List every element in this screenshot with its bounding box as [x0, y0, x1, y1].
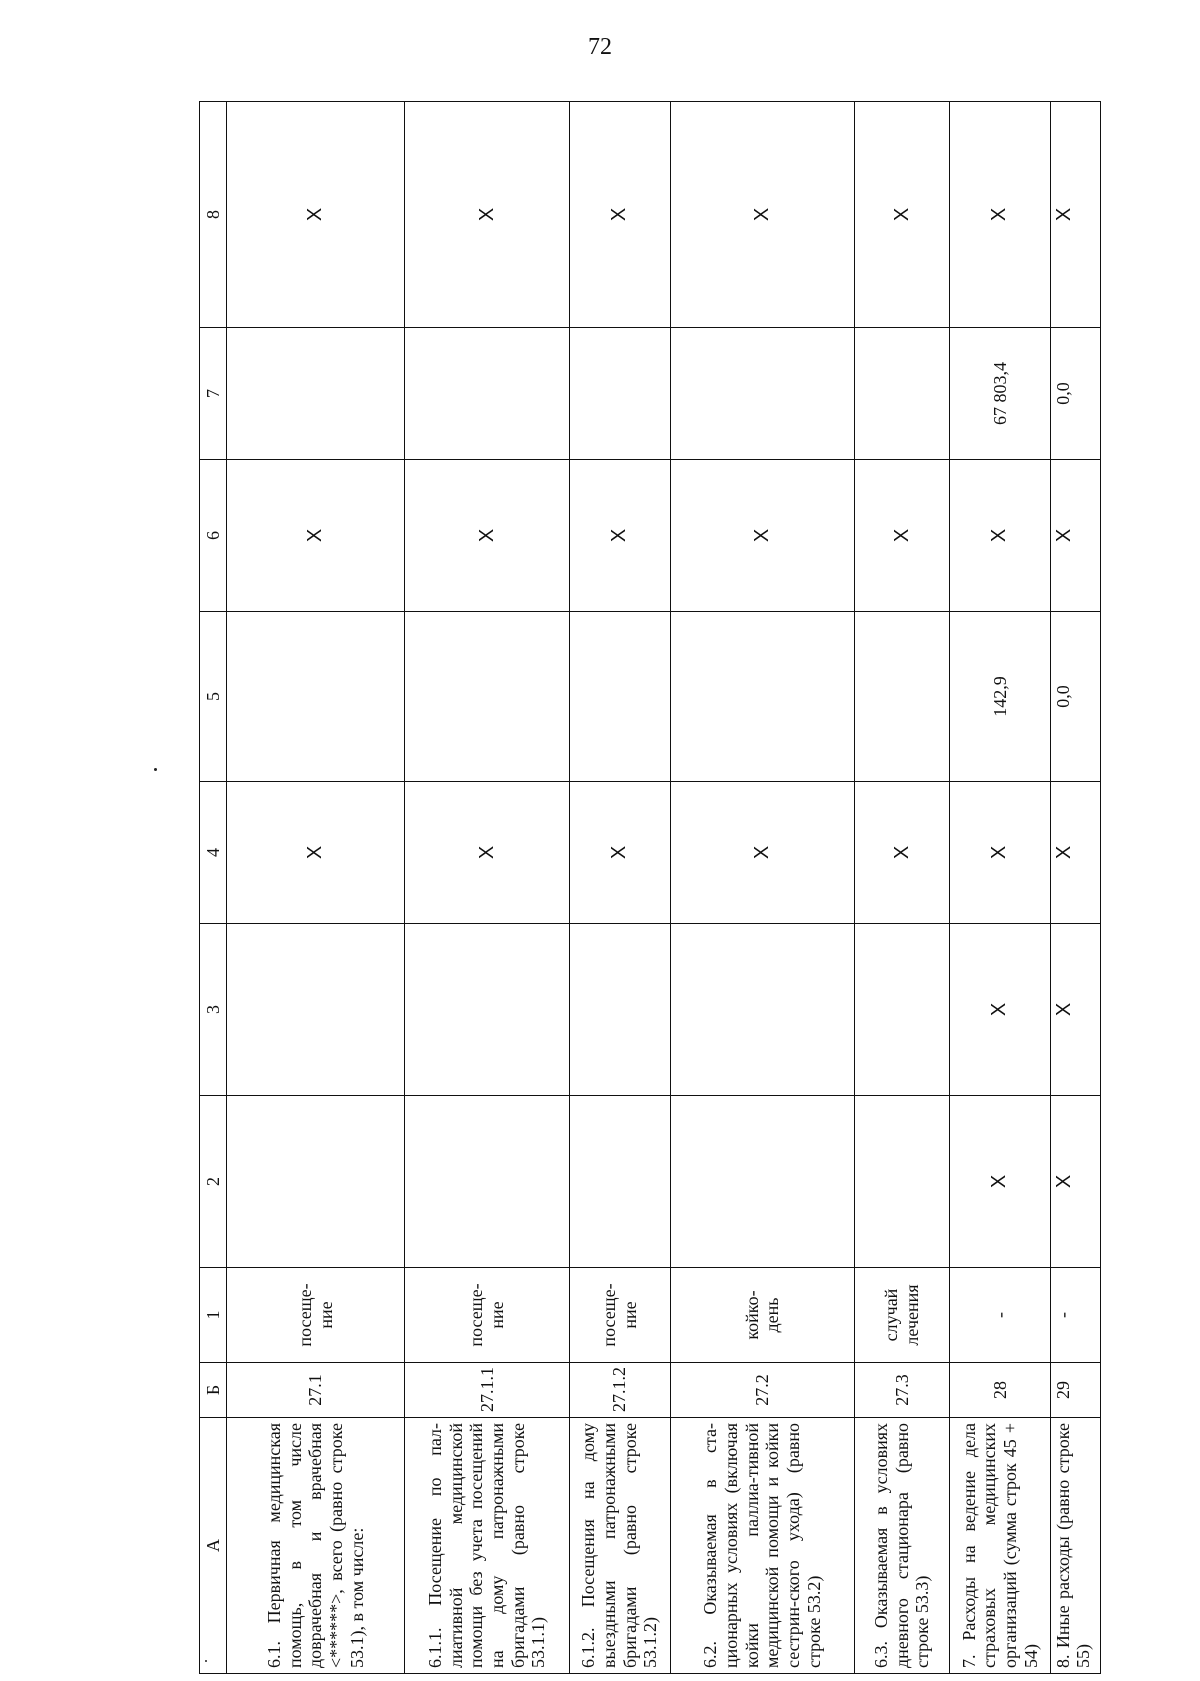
value-cell-3: X: [950, 924, 1050, 1096]
header-col-6: 6: [200, 460, 227, 612]
value-cell-8: X: [950, 102, 1050, 328]
header-col-2: 2: [200, 1096, 227, 1268]
value-cell-3: [670, 924, 854, 1096]
unit-cell: посеще-ние: [227, 1268, 405, 1363]
value-cell-4: X: [227, 782, 405, 924]
value-cell-6: X: [227, 460, 405, 612]
page-number: 72: [588, 34, 612, 60]
table-row: [670, 102, 854, 1674]
value-cell-5: 0,0: [1050, 612, 1101, 782]
value-cell-4: X: [569, 782, 670, 924]
table-row: [1050, 102, 1101, 1674]
table-row: [569, 102, 670, 1674]
row-label: 6.1.2. Посещения на дому выездными патронажными бригадами (равно строке 53.1.2): [569, 1418, 670, 1674]
value-cell-3: X: [1050, 924, 1101, 1096]
value-cell-7: 67 803,4: [950, 328, 1050, 460]
value-cell-6: X: [405, 460, 569, 612]
header-row: [200, 102, 227, 1674]
value-cell-6: X: [854, 460, 950, 612]
value-cell-5: [854, 612, 950, 782]
row-label: 6.1.1. Посещение по пал-лиативной медицинской помощи без учета посещений на дому патронажными бригадами (равно строке 53.1.1): [405, 1418, 569, 1674]
row-label: 6.1. Первичная медицинская помощь, в том числе доврачебная и врачебная <******>, всего (равно строке 53.1), в том числе:: [227, 1418, 405, 1674]
value-cell-8: X: [854, 102, 950, 328]
header-col-a: А: [200, 1418, 227, 1674]
unit-cell: койко-день: [670, 1268, 854, 1363]
value-cell-3: [405, 924, 569, 1096]
value-cell-8: X: [670, 102, 854, 328]
value-cell-7: [227, 328, 405, 460]
row-code: 28: [950, 1363, 1050, 1418]
value-cell-2: [569, 1096, 670, 1268]
value-cell-2: [670, 1096, 854, 1268]
header-col-b: Б: [200, 1363, 227, 1418]
value-cell-2: [854, 1096, 950, 1268]
value-cell-5: [569, 612, 670, 782]
value-cell-6: X: [569, 460, 670, 612]
value-cell-4: X: [854, 782, 950, 924]
value-cell-7: [569, 328, 670, 460]
row-code: 27.1: [227, 1363, 405, 1418]
header-col-5: 5: [200, 612, 227, 782]
value-cell-7: [854, 328, 950, 460]
value-cell-7: [405, 328, 569, 460]
value-cell-2: [227, 1096, 405, 1268]
value-cell-2: X: [950, 1096, 1050, 1268]
row-code: 27.1.2: [569, 1363, 670, 1418]
header-col-1: 1: [200, 1268, 227, 1363]
value-cell-8: X: [569, 102, 670, 328]
row-code: 27.2: [670, 1363, 854, 1418]
value-cell-7: [670, 328, 854, 460]
value-cell-5: 142,9: [950, 612, 1050, 782]
unit-cell: случай лечения: [854, 1268, 950, 1363]
value-cell-8: X: [1050, 102, 1101, 328]
header-col-4: 4: [200, 782, 227, 924]
header-col-7: 7: [200, 328, 227, 460]
unit-cell: -: [950, 1268, 1050, 1363]
value-cell-4: X: [1050, 782, 1101, 924]
value-cell-5: [227, 612, 405, 782]
value-cell-3: [227, 924, 405, 1096]
value-cell-4: X: [670, 782, 854, 924]
row-code: 29: [1050, 1363, 1101, 1418]
header-col-8: 8: [200, 102, 227, 328]
table-row: [227, 102, 405, 1674]
row-label: 8. Иные расходы (равно строке 55): [1050, 1418, 1101, 1674]
table-row: [405, 102, 569, 1674]
value-cell-8: X: [405, 102, 569, 328]
value-cell-4: X: [950, 782, 1050, 924]
value-cell-6: X: [670, 460, 854, 612]
value-cell-7: 0,0: [1050, 328, 1101, 460]
value-cell-2: X: [1050, 1096, 1101, 1268]
value-cell-5: [670, 612, 854, 782]
row-code: 27.3: [854, 1363, 950, 1418]
value-cell-8: X: [227, 102, 405, 328]
value-cell-6: X: [950, 460, 1050, 612]
header-col-3: 3: [200, 924, 227, 1096]
rotated-table-container: [199, 102, 1101, 1674]
row-code: 27.1.1: [405, 1363, 569, 1418]
unit-cell: посеще-ние: [405, 1268, 569, 1363]
value-cell-5: [405, 612, 569, 782]
value-cell-3: [854, 924, 950, 1096]
row-label: 6.2. Оказываемая в ста-ционарных условиях (включая койки паллиа-тивной медицинской помощи и койки сестрин-ского ухода) (равно строке 53.2): [670, 1418, 854, 1674]
table-row: [950, 102, 1050, 1674]
value-cell-3: [569, 924, 670, 1096]
row-label: 7. Расходы на ведение дела страховых медицинских организаций (сумма строк 45 + 54): [950, 1418, 1050, 1674]
table-row: [854, 102, 950, 1674]
row-label: 6.3. Оказываемая в условиях дневного стационара (равно строке 53.3): [854, 1418, 950, 1674]
value-cell-2: [405, 1096, 569, 1268]
scan-speck: [154, 768, 157, 771]
value-cell-6: X: [1050, 460, 1101, 612]
unit-cell: -: [1050, 1268, 1101, 1363]
value-cell-4: X: [405, 782, 569, 924]
unit-cell: посеще-ние: [569, 1268, 670, 1363]
budget-table: [199, 101, 1101, 1674]
